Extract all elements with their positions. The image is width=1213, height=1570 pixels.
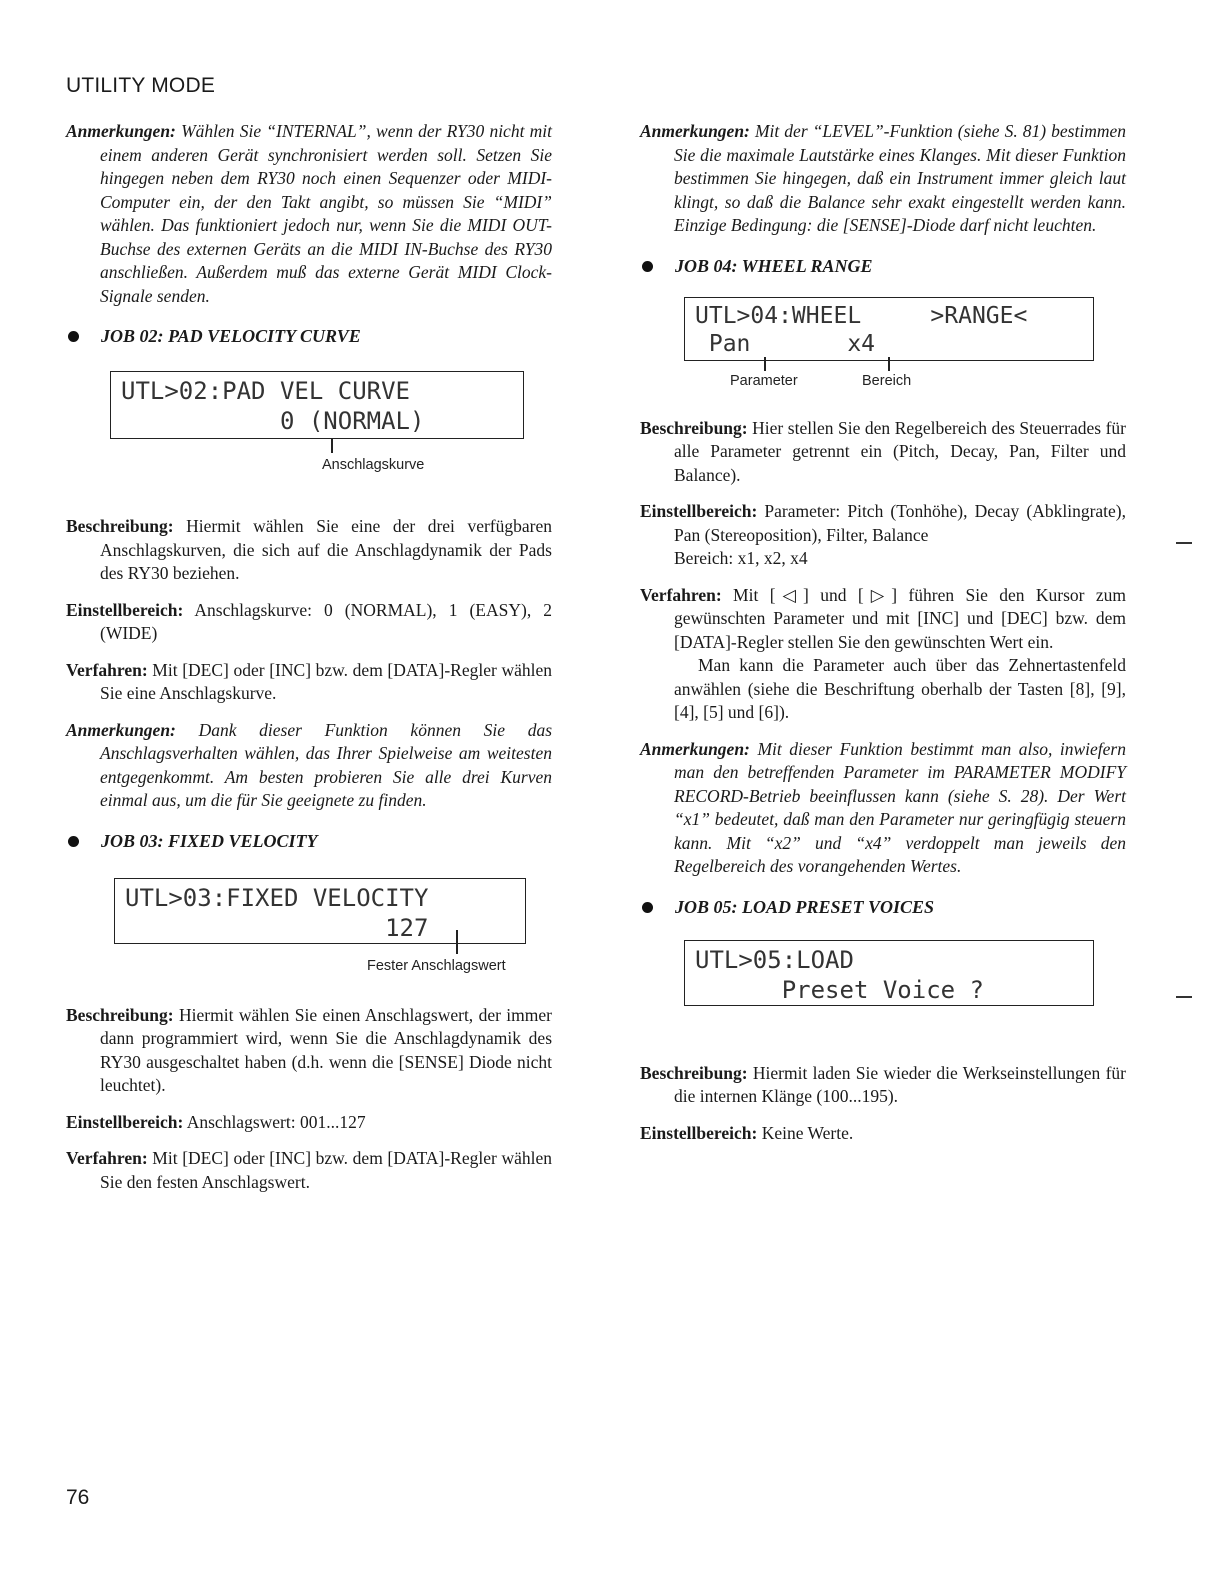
job04-procedure: Verfahren: Mit [◁] und [▷] führen Sie den Kursor zum gewünschten Parameter und mit [INC] und [DEC] bzw. dem [DATA]-Regler stellen Sie den gewünschten Wert ein. Man kann die Parameter auch über das Zehnertastenfeld anwählen (siehe die Beschriftung oberhalb der Tasten [8], [9], [4], [5] und [6]). xyxy=(640,584,1126,722)
job04-range: Einstellbereich: Parameter: Pitch (Tonhöhe), Decay (Abklingrate), Pan (Stereoposition), Filter, Balance Bereich: x1, x2, x4 xyxy=(640,501,1126,568)
margin-mark xyxy=(1176,542,1192,544)
job04-note: Anmerkungen: Mit dieser Funktion bestimmt man also, inwiefern man den betreffenden Parameter im PARAMETER MODIFY RECORD-Betrieb beeinflussen kann (siehe S. 28). Der Wert “x1” bedeutet, daß man den Parameter nur geringfügig steuern kann. Mit “x2” und “x4” verdoppelt man jeweils den Regelbereich des vorangehenden Wertes. xyxy=(640,738,1126,876)
job03-procedure: Verfahren: Mit [DEC] oder [INC] bzw. dem [DATA]-Regler wählen Sie den festen Anschlagswert. xyxy=(66,1148,552,1192)
bullet-icon xyxy=(68,836,79,847)
job02-lcd-display: UTL>02:PAD VEL CURVE 0 (NORMAL) xyxy=(110,371,524,439)
job02-pointer-line xyxy=(331,439,333,453)
right-column xyxy=(640,120,1126,1145)
job04-lcd-figure xyxy=(640,297,1126,405)
job05-lcd-figure xyxy=(640,940,1126,1024)
job03-pointer-line xyxy=(456,930,458,954)
job03-lcd-figure xyxy=(66,878,552,988)
job04-caption-parameter: Parameter xyxy=(730,372,798,389)
job05-lcd-display: UTL>05:LOAD Preset Voice ? xyxy=(684,940,1094,1006)
job05-description: Beschreibung: Hiermit laden Sie wieder die Werkseinstellungen für die internen Klänge (100...195). xyxy=(640,1062,1126,1106)
job02-caption: Anschlagskurve xyxy=(322,457,425,473)
job02-description: Beschreibung: Hiermit wählen Sie eine der drei verfügbaren Anschlagskurven, die sich auf die Anschlagdynamik der Pads des RY30 beziehen. xyxy=(66,516,552,583)
right-note-1: Anmerkungen: Mit der “LEVEL”-Funktion (siehe S. 81) bestimmen Sie die maximale Lautstärke eines Klanges. Mit dieser Funktion bestimmen Sie hingegen, daß ein Instrument immer gleich laut klingt, so daß die Balance sehr exakt eingestellt werden kann. Einzige Bedingung: die [SENSE]-Diode darf nicht leuchten. xyxy=(640,121,1126,235)
job03-heading: JOB 03: FIXED VELOCITY xyxy=(66,831,552,852)
job04-lcd-display: UTL>04:WHEEL >RANGE< Pan x4 xyxy=(684,297,1094,361)
job04-heading: JOB 04: WHEEL RANGE xyxy=(640,256,1126,277)
job03-description: Beschreibung: Hiermit wählen Sie einen Anschlagswert, der immer dann programmiert wird, wenn Sie die Anschlagdynamik des RY30 ausgeschaltet haben (d.h. wenn die [SENSE] Diode nicht leuchtet). xyxy=(66,1004,552,1095)
bullet-icon xyxy=(642,261,653,272)
page-number: 76 xyxy=(66,1486,90,1509)
job05-range: Einstellbereich: Keine Werte. xyxy=(640,1122,854,1143)
job04-range-pointer xyxy=(888,357,890,371)
job03-range: Einstellbereich: Anschlagswert: 001...127 xyxy=(66,1111,366,1132)
left-note-1: Anmerkungen: Wählen Sie “INTERNAL”, wenn der RY30 nicht mit einem anderen Gerät synchronisiert werden soll. Setzen Sie hingegen neben dem RY30 noch einen Sequenzer oder MIDI-Computer ein, der den Takt angibt, so müssen Sie “MIDI” wählen. Das funktioniert jedoch nur, wenn Sie die MIDI OUT-Buchse des externen Geräts an die MIDI IN-Buchse des RY30 anschließen. Außerdem muß das externe Gerät MIDI Clock-Signale senden. xyxy=(66,121,552,306)
bullet-icon xyxy=(642,902,653,913)
job02-procedure: Verfahren: Mit [DEC] oder [INC] bzw. dem [DATA]-Regler wählen Sie eine Anschlagskurve. xyxy=(66,659,552,703)
job04-description: Beschreibung: Hier stellen Sie den Regelbereich des Steuerrades für alle Parameter getrennt ein (Pitch, Decay, Pan, Filter und Balance). xyxy=(640,417,1126,485)
left-column xyxy=(66,120,552,1194)
job02-heading: JOB 02: PAD VELOCITY CURVE xyxy=(66,326,552,347)
job02-range: Einstellbereich: Anschlagskurve: 0 (NORMAL), 1 (EASY), 2 (WIDE) xyxy=(66,599,552,643)
job02-lcd-figure xyxy=(66,371,552,481)
job02-note: Anmerkungen: Dank dieser Funktion können Sie das Anschlagsverhalten wählen, das Ihrer Spielweise am weitesten entgegenkommt. Am besten probieren Sie alle drei Kurven einmal aus, um die für Sie geeignete zu finden. xyxy=(66,719,552,810)
page-header: UTILITY MODE xyxy=(66,74,216,97)
job03-lcd-display: UTL>03:FIXED VELOCITY 127 xyxy=(114,878,526,944)
job04-param-pointer xyxy=(764,357,766,371)
job03-caption: Fester Anschlagswert xyxy=(367,957,506,974)
job05-heading: JOB 05: LOAD PRESET VOICES xyxy=(640,897,1126,918)
bullet-icon xyxy=(68,331,79,342)
job04-caption-range: Bereich xyxy=(862,372,912,389)
margin-mark xyxy=(1176,996,1192,998)
